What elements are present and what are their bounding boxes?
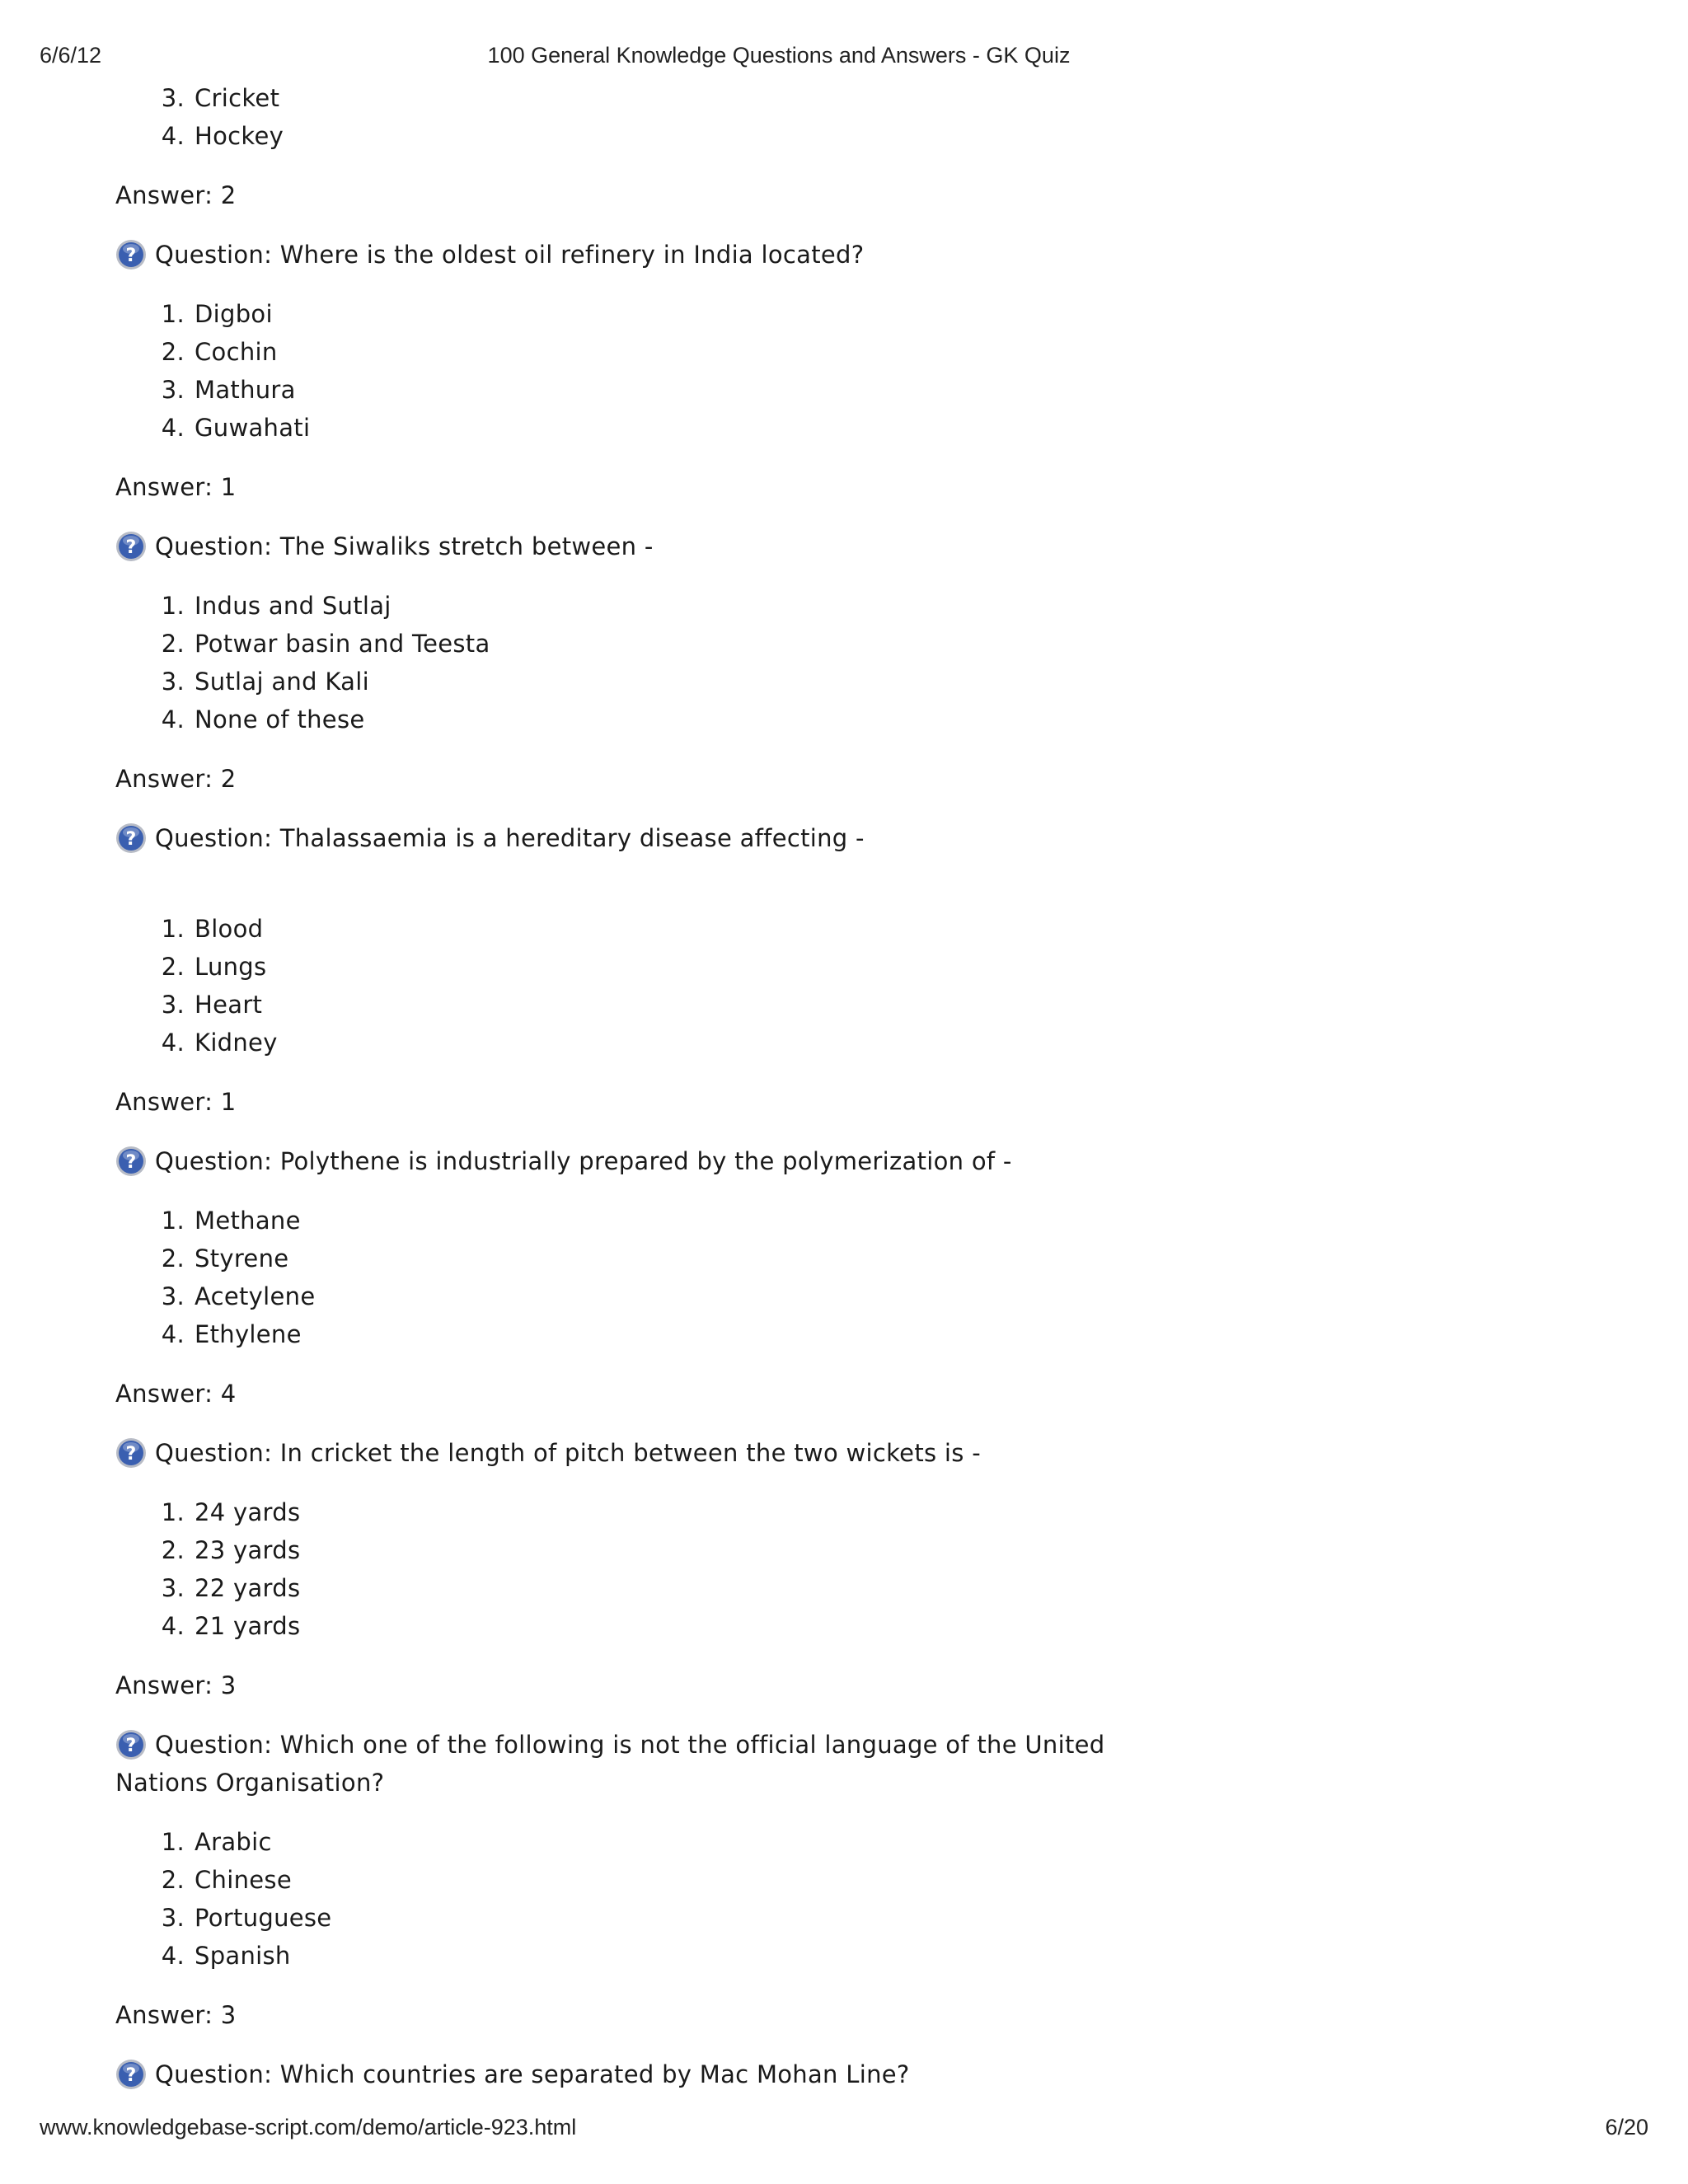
- help-question-icon: [115, 823, 147, 854]
- option-item: 2. Cochin: [161, 338, 278, 366]
- answer-text: Answer: 3: [115, 1671, 237, 1699]
- option-item: 2. Lungs: [161, 953, 267, 981]
- option-item: 4. 21 yards: [161, 1612, 301, 1640]
- page-number: 6/20: [1605, 2115, 1648, 2139]
- svg-text:?: ?: [125, 1152, 137, 1173]
- svg-text:?: ?: [125, 829, 137, 850]
- option-item: 4. None of these: [161, 705, 365, 733]
- options-list: [115, 1823, 1187, 1975]
- options-list: [115, 1202, 1187, 1353]
- option-item: 3. Sutlaj and Kali: [161, 668, 369, 696]
- question-text: ? Question: The Siwaliks stretch between -: [115, 527, 1187, 565]
- question-text: ? Question: Where is the oldest oil refinery in India located?: [115, 236, 1187, 274]
- option-item: 1. 24 yards: [161, 1498, 301, 1526]
- option-item: 3. 22 yards: [161, 1574, 301, 1602]
- options-list: [115, 295, 1187, 447]
- answer-text: Answer: 1: [115, 473, 237, 501]
- help-question-icon: [115, 1437, 147, 1469]
- option-item: 4. Hockey: [161, 122, 284, 150]
- option-item: 2. Styrene: [161, 1244, 289, 1272]
- question-text: ? Question: Polythene is industrially prepared by the polymerization of -: [115, 1142, 1187, 1180]
- help-question-icon: [115, 1146, 147, 1177]
- option-item: 1. Blood: [161, 915, 264, 943]
- option-item: 4. Guwahati: [161, 414, 311, 442]
- question-text: ? Question: Which one of the following is not the official language of the United Nations Organisation?: [115, 1731, 1105, 1797]
- option-item: 4. Kidney: [161, 1029, 278, 1057]
- print-url: www.knowledgebase-script.com/demo/article-923.html: [40, 2115, 577, 2139]
- svg-text:?: ?: [125, 246, 137, 266]
- answer-text: Answer: 2: [115, 765, 237, 793]
- answer-text: Answer: 4: [115, 1380, 237, 1408]
- option-item: 3. Mathura: [161, 376, 296, 404]
- option-item: 2. Potwar basin and Teesta: [161, 630, 490, 658]
- help-question-icon: [115, 239, 147, 270]
- question-text: ? Question: Thalassaemia is a hereditary disease affecting -: [115, 819, 1187, 857]
- print-date: 6/6/12: [40, 43, 102, 68]
- options-list: [115, 1493, 1187, 1645]
- svg-text:?: ?: [125, 1444, 137, 1465]
- print-page-title: 100 General Knowledge Questions and Answers - GK Quiz: [487, 43, 1071, 68]
- answer-text: Answer: 1: [115, 1088, 237, 1116]
- quiz-content: [115, 79, 1187, 2115]
- option-item: 3. Heart: [161, 991, 263, 1019]
- help-question-icon: [115, 1729, 147, 1760]
- question-text: ? Question: Which countries are separated by Mac Mohan Line?: [115, 2055, 1187, 2093]
- option-item: 1. Indus and Sutlaj: [161, 592, 392, 620]
- options-list: [115, 910, 1187, 1062]
- answer-text: Answer: 2: [115, 181, 237, 209]
- svg-text:?: ?: [125, 1736, 137, 1756]
- option-item: 1. Arabic: [161, 1828, 272, 1856]
- option-item: 3. Portuguese: [161, 1904, 332, 1932]
- answer-text: Answer: 3: [115, 2001, 237, 2029]
- options-list: [115, 587, 1187, 738]
- question-text: ? Question: In cricket the length of pitch between the two wickets is -: [115, 1434, 1187, 1472]
- help-question-icon: [115, 531, 147, 562]
- option-item: 3. Cricket: [161, 84, 280, 112]
- option-item: 4. Spanish: [161, 1942, 291, 1970]
- option-item: 1. Digboi: [161, 300, 273, 328]
- option-item: 3. Acetylene: [161, 1282, 316, 1310]
- svg-text:?: ?: [125, 537, 137, 558]
- option-item: 2. Chinese: [161, 1866, 292, 1894]
- option-item: 4. Ethylene: [161, 1320, 302, 1348]
- options-list: [115, 79, 1187, 155]
- svg-text:?: ?: [125, 2065, 137, 2086]
- option-item: 1. Methane: [161, 1207, 301, 1235]
- option-item: 2. 23 yards: [161, 1536, 301, 1564]
- help-question-icon: [115, 2059, 147, 2090]
